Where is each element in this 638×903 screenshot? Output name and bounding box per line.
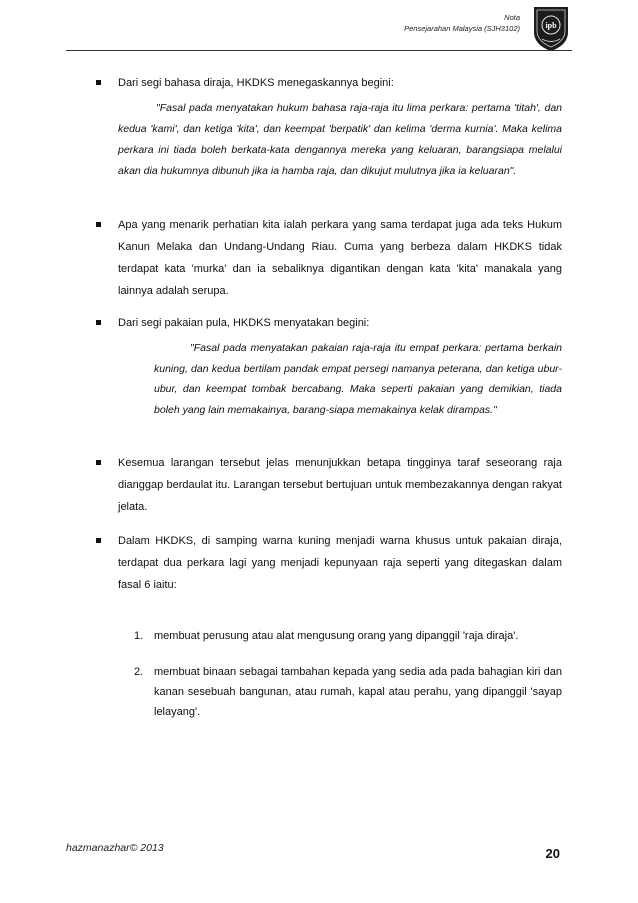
square-bullet-icon <box>96 222 101 227</box>
paragraph-text: Dari segi bahasa diraja, HKDKS menegaskannya begini: <box>118 77 394 89</box>
block-quote-pakaian: "Fasal pada menyatakan pakaian raja-raja itu empat perkara: pertama berkain kuning, dan kedua bertilam pandak empat persegi namanya peterana, dan ketiga ubur-ubur, dan keempat tombak bercabang. Maka seperti pakaian yang demikian, tiada boleh yang lain memakainya, barang-siapa memakainya kelak dirampas." <box>154 342 562 416</box>
list-item <box>134 662 562 722</box>
square-bullet-icon <box>96 538 101 543</box>
footer-author: hazmanazhar© 2013 <box>66 842 164 854</box>
institution-crest-icon <box>532 4 570 52</box>
bullet-paragraph <box>96 72 562 94</box>
header-note <box>404 12 520 34</box>
bullet-paragraph <box>96 530 562 596</box>
header-course: Pensejarahan Malaysia (SJH3102) <box>404 24 520 33</box>
list-item-number: 1. <box>134 630 144 642</box>
list-item-number: 2. <box>134 666 144 678</box>
square-bullet-icon <box>96 320 101 325</box>
block-quote-bahasa: "Fasal pada menyatakan hukum bahasa raja-raja itu lima perkara: pertama 'titah', dan kedua 'kami', dan ketiga 'kita', dan keempat 'berpatik' dan kelima 'derma kurnia'. Maka kelima perkara ini tiada boleh berkata-kata dengannya mereka yang keluaran, barangsiapa melalui akan dia hukumnya dibunuh jika ia hamba raja, dan dikujut mulutnya jika ia keluaran". <box>118 102 562 177</box>
paragraph-text: Dalam HKDKS, di samping warna kuning menjadi warna khusus untuk pakaian diraja, terdapat dua perkara lagi yang menjadi kepunyaan raja seperti yang ditegaskan dalam fasal 6 iaitu: <box>118 535 562 591</box>
bullet-paragraph <box>96 312 562 334</box>
square-bullet-icon <box>96 460 101 465</box>
header-divider <box>66 50 572 51</box>
paragraph-text: Dari segi pakaian pula, HKDKS menyatakan begini: <box>118 317 370 329</box>
paragraph-text: Kesemua larangan tersebut jelas menunjukkan betapa tingginya taraf seseorang raja dianggap berdaulat itu. Larangan tersebut bertujuan untuk membezakannya dengan rakyat jelata. <box>118 457 562 513</box>
list-item-text: membuat binaan sebagai tambahan kepada yang sedia ada pada bahagian kiri dan kanan sesebuah bangunan, atau rumah, kapal atau perahu, yang dipanggil 'sayap lelayang'. <box>154 666 562 718</box>
page-number: 20 <box>545 846 560 861</box>
square-bullet-icon <box>96 80 101 85</box>
header-label: Nota <box>504 13 520 22</box>
bullet-paragraph <box>96 452 562 518</box>
bullet-paragraph <box>96 214 562 302</box>
numbered-list <box>134 626 562 722</box>
document-body <box>96 66 562 722</box>
paragraph-text: Apa yang menarik perhatian kita ialah perkara yang sama terdapat juga ada teks Hukum Kanun Melaka dan Undang-Undang Riau. Cuma yang berbeza dalam HKDKS tidak terdapat kata 'murka' dan ia sebaliknya digantikan dengan kata 'kita' manakala yang lainnya adalah serupa. <box>118 219 562 297</box>
crest-lettering: ipb <box>545 21 557 30</box>
list-item <box>134 626 562 646</box>
list-item-text: membuat perusung atau alat mengusung orang yang dipanggil 'raja diraja'. <box>154 630 519 642</box>
